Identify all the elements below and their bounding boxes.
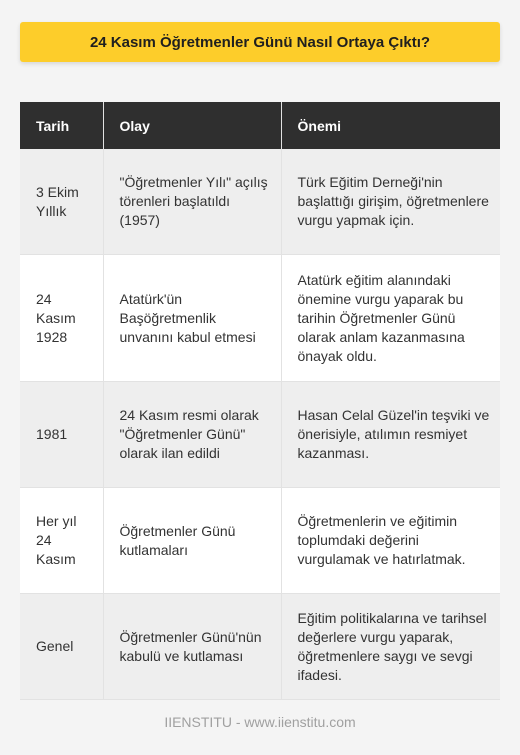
cell-event: Atatürk'ün Başöğretmenlik unvanını kabul etmesi (103, 255, 281, 382)
cell-significance: Eğitim politikalarına ve tarihsel değerlere vurgu yaparak, öğretmenlere saygı ve sevgi ifadesi. (281, 594, 500, 700)
cell-significance: Öğretmenlerin ve eğitimin toplumdaki değerini vurgulamak ve hatırlatmak. (281, 488, 500, 594)
cell-event: Öğretmenler Günü'nün kabulü ve kutlaması (103, 594, 281, 700)
table-row (20, 149, 500, 255)
cell-significance: Türk Eğitim Derneği'nin başlattığı girişim, öğretmenlere vurgu yapmak için. (281, 149, 500, 255)
cell-date: Her yıl 24 Kasım (20, 488, 103, 594)
cell-date: 3 Ekim Yıllık (20, 149, 103, 255)
history-table (20, 102, 500, 700)
column-header-date: Tarih (20, 102, 103, 149)
cell-event: Öğretmenler Günü kutlamaları (103, 488, 281, 594)
cell-date: 1981 (20, 382, 103, 488)
table-header-row (20, 102, 500, 149)
cell-event: "Öğretmenler Yılı" açılış törenleri başlatıldı (1957) (103, 149, 281, 255)
table-row (20, 488, 500, 594)
column-header-significance: Önemi (281, 102, 500, 149)
page-title: 24 Kasım Öğretmenler Günü Nasıl Ortaya Çıktı? (20, 22, 500, 62)
table-row (20, 255, 500, 382)
table-row (20, 594, 500, 700)
cell-date: Genel (20, 594, 103, 700)
table-row (20, 382, 500, 488)
cell-event: 24 Kasım resmi olarak "Öğretmenler Günü" olarak ilan edildi (103, 382, 281, 488)
footer-credit: IIENSTITU - www.iienstitu.com (164, 714, 356, 730)
column-header-event: Olay (103, 102, 281, 149)
cell-significance: Atatürk eğitim alanındaki önemine vurgu yaparak bu tarihin Öğretmenler Günü olarak anlam kazanmasına önayak oldu. (281, 255, 500, 382)
cell-significance: Hasan Celal Güzel'in teşviki ve önerisiyle, atılımın resmiyet kazanması. (281, 382, 500, 488)
cell-date: 24 Kasım 1928 (20, 255, 103, 382)
